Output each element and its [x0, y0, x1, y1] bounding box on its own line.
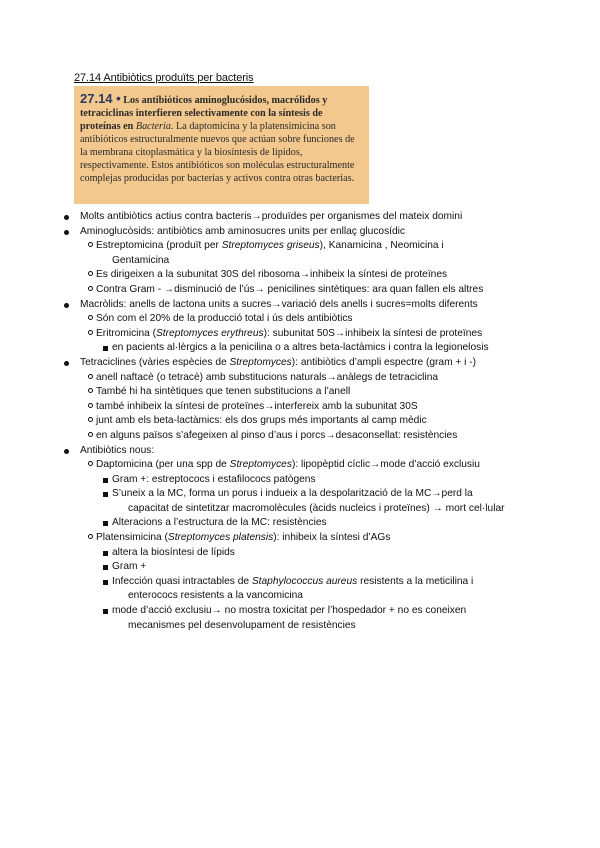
- list-item-text: S’uneix a la MC, forma un porus i indueix a la despolarització de la MC→perd la: [112, 488, 473, 500]
- list-item: [58, 356, 588, 371]
- list-item-text: Gram +: [112, 561, 147, 573]
- bullet-circle-icon: [88, 403, 93, 408]
- list-item-text: anell naftacè (o tetracè) amb substitucions naturals→anàlegs de tetraciclina: [96, 371, 439, 383]
- list-item-italic: Streptomyces erythreus: [156, 327, 264, 339]
- list-item-text: També hi ha sintètiques que tenen substitucions a l’anell: [96, 386, 351, 398]
- list-item: [58, 473, 588, 488]
- list-item-text: en alguns països s’afegeixen al pinso d’aus i porcs→desaconsellat: resistències: [96, 429, 458, 441]
- list-item: [58, 487, 588, 502]
- list-item-text: ): antibiòtics d’ampli espectre (gram + i -): [291, 356, 477, 368]
- list-item: [58, 400, 588, 415]
- list-item: [58, 604, 588, 619]
- excerpt-sentence-2: La daptomicina y la platensimicina son antibióticos estructuralmente nuevos que actúan sobre funciones de la membrana citoplasmática y la biosíntesis de lípidos, respectivamente. Estos antibióticos son moléculas estructuralmente complejas producidas por bacterias y activos contra otras bacterias.: [80, 121, 355, 184]
- list-item: [58, 327, 588, 342]
- list-item: [58, 619, 588, 634]
- list-item: [58, 254, 588, 269]
- list-item: [58, 502, 588, 517]
- bullet-square-icon: [103, 609, 108, 614]
- list-item-text: Platensimicina (: [96, 532, 168, 544]
- list-item: [58, 268, 588, 283]
- list-item: [58, 458, 588, 473]
- list-item-text: ): lipopèptid cíclic→mode d’acció exclusiu: [291, 459, 480, 471]
- bullet-circle-icon: [88, 286, 93, 291]
- list-item-text: Són com el 20% de la producció total i ús dels antibiòtics: [96, 313, 353, 325]
- list-item-text: Alteracions a l’estructura de la MC: resistències: [112, 517, 327, 529]
- bullet-square-icon: [103, 580, 108, 585]
- list-item: [58, 516, 588, 531]
- bullet-circle-icon: [88, 417, 93, 422]
- list-item-text: Eritromicina (: [96, 327, 157, 339]
- bullet-disc-icon: [64, 449, 69, 454]
- list-item-text: ): inhibeix la síntesi d’AGs: [273, 532, 391, 544]
- bullet-square-icon: [103, 346, 108, 351]
- list-item: [58, 589, 588, 604]
- list-item: [58, 546, 588, 561]
- section-title: 27.14 Antibiòtics produïts per bacteris: [74, 72, 254, 84]
- bullet-circle-icon: [88, 315, 93, 320]
- list-item: [58, 560, 588, 575]
- list-item-italic: Streptomyces griseus: [221, 240, 320, 252]
- list-item-text: Gram +: estreptococs i estafilococs patògens: [112, 473, 316, 485]
- list-item-text: altera la biosíntesi de lípids: [112, 546, 235, 558]
- list-item-text: mode d’acció exclusiu→ no mostra toxicitat per l’hospedador + no es coneixen: [112, 605, 467, 617]
- list-item-text: capacitat de sintetitzar macromolècules (àcids nucleics i proteïnes) → mort cel·lular: [128, 502, 505, 514]
- list-item: [58, 298, 588, 313]
- bullet-circle-icon: [88, 271, 93, 276]
- list-item-text: Tetraciclines (vàries espècies de: [80, 356, 230, 368]
- list-item: [58, 210, 588, 225]
- bullet-square-icon: [103, 478, 108, 483]
- list-item: [58, 385, 588, 400]
- bullet-disc-icon: [64, 215, 69, 220]
- bullet-square-icon: [103, 492, 108, 497]
- list-item-text: resistents a la meticilina i: [357, 575, 474, 587]
- list-item: [58, 341, 588, 356]
- list-item: [58, 283, 588, 298]
- bullet-square-icon: [103, 551, 108, 556]
- list-item: [58, 312, 588, 327]
- bullet-circle-icon: [88, 432, 93, 437]
- list-item-text: Molts antibiòtics actius contra bacteris→produïdes per organismes del mateix domini: [80, 211, 463, 222]
- bullet-disc-icon: [64, 303, 69, 308]
- bullet-circle-icon: [88, 374, 93, 379]
- bullet-square-icon: [103, 565, 108, 570]
- bullet-list: [58, 210, 588, 633]
- list-item-italic: Streptomyces platensis: [167, 532, 274, 544]
- bullet-disc-icon: [64, 361, 69, 366]
- list-item: [58, 371, 588, 386]
- list-item-text: ): subunitat 50S→inhibeix la síntesi de proteïnes: [263, 327, 483, 339]
- list-item-text: Es dirigeixen a la subunitat 30S del ribosoma→inhibeix la síntesi de proteïnes: [96, 269, 448, 281]
- list-item-text: enterococs resistents a la vancomicina: [128, 590, 303, 602]
- bullet-circle-icon: [88, 242, 93, 247]
- excerpt-number: 27.14 •: [80, 91, 121, 106]
- list-item-text: Aminoglucòsids: antibiòtics amb aminosucres units per enllaç glucosídic: [80, 225, 406, 237]
- excerpt-sentence-1: Los antibióticos aminoglucósidos, macrólidos y tetraciclinas interfieren selectivamente con la síntesis de proteínas en: [80, 95, 328, 132]
- list-item-text: Estreptomicina (produït per: [96, 240, 222, 252]
- bullet-circle-icon: [88, 534, 93, 539]
- list-item-italic: Staphylococcus aureus: [251, 575, 358, 587]
- bullet-square-icon: [103, 521, 108, 526]
- list-item-text: Gentamicina: [112, 254, 170, 266]
- bullet-circle-icon: [88, 388, 93, 393]
- list-item-italic: Streptomyces: [229, 459, 292, 471]
- list-item-text: també inhibeix la síntesi de proteïnes→interfereix amb la subunitat 30S: [96, 400, 418, 412]
- list-item: [58, 531, 588, 546]
- bullet-circle-icon: [88, 330, 93, 335]
- list-item-text: en pacients al·lèrgics a la penicilina o a altres beta-lactàmics i contra la legionelosis: [112, 342, 489, 354]
- list-item-text: junt amb els beta-lactàmics: els dos grups més importants al camp mèdic: [96, 415, 427, 427]
- list-item-text: Macròlids: anells de lactona units a sucres→variació dels anells i sucres=molts diferents: [80, 298, 478, 310]
- bullet-disc-icon: [64, 230, 69, 235]
- list-item: [58, 444, 588, 459]
- textbook-excerpt-image: [74, 86, 369, 204]
- list-item-text: mecanismes pel desenvolupament de resistències: [128, 619, 356, 631]
- list-item-text: Contra Gram - →disminució de l’ús→ penicilines sintètiques: ara quan fallen els altres: [96, 283, 484, 295]
- list-item: [58, 414, 588, 429]
- list-item: [58, 575, 588, 590]
- list-item: [58, 225, 588, 240]
- excerpt-italic-term: Bacteria.: [135, 121, 174, 132]
- list-item-text: Antibiòtics nous:: [80, 444, 155, 456]
- list-item-text: Daptomicina (per una spp de: [96, 459, 230, 471]
- list-item-italic: Streptomyces: [229, 356, 292, 368]
- list-item: [58, 429, 588, 444]
- list-item: [58, 239, 588, 254]
- list-item-text: ), Kanamicina , Neomicina i: [319, 240, 444, 252]
- bullet-circle-icon: [88, 461, 93, 466]
- list-item-text: Infección quasi intractables de: [112, 575, 252, 587]
